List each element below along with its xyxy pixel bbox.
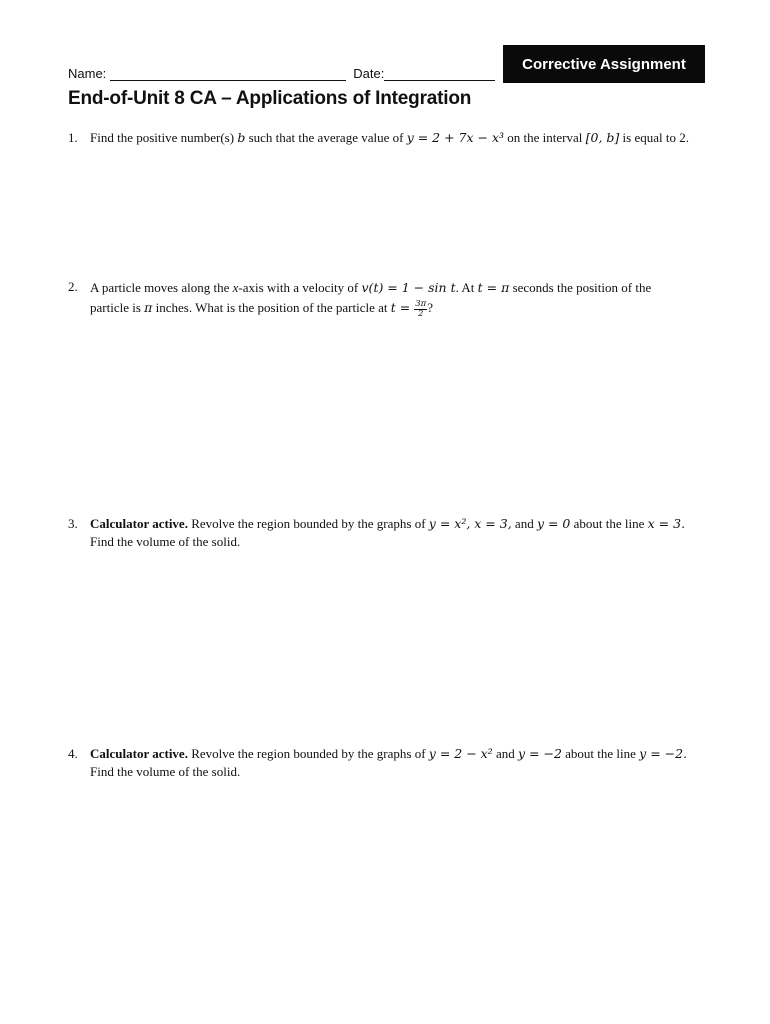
date-field[interactable] — [384, 67, 495, 81]
problem-1 — [68, 129, 693, 147]
problem-text: A particle moves along the x-axis with a velocity of v(t) = 1 − sin t. At t = π seconds the position of the particle is π inches. What is the position of the particle at t = $\frac{3\pi}{2}$ ? — [90, 280, 652, 319]
problem-text: Calculator active. Revolve the region bounded by the graphs of y = x², x = 3, and y = 0 about the line x = 3. Find the volume of the solid. — [90, 516, 686, 549]
page-title: End-of-Unit 8 CA – Applications of Integration — [68, 88, 472, 109]
problem-number: 1. — [68, 130, 78, 145]
problem-4 — [68, 745, 693, 781]
name-field[interactable] — [110, 67, 346, 81]
date-label: Date: — [353, 66, 385, 81]
fraction-3pi-over-2: $\frac{3\pi}{2}$ — [415, 298, 427, 319]
name-date-row — [68, 66, 495, 81]
problem-text: Calculator active. Revolve the region bounded by the graphs of y = 2 − x² and y = −2 about the line y = −2. Find the volume of the solid. — [90, 746, 688, 779]
problem-number: 3. — [68, 516, 78, 531]
problem-text: Find the positive number(s) b such that the average value of y = 2 + 7x − x³ on the interval [0, b] is equal to 2. — [90, 130, 689, 145]
corrective-assignment-badge: Corrective Assignment — [503, 45, 705, 83]
problem-3 — [68, 515, 693, 551]
problem-number: 2. — [68, 279, 78, 294]
name-label: Name: — [68, 66, 107, 81]
problem-2 — [68, 278, 693, 319]
problem-number: 4. — [68, 746, 78, 761]
